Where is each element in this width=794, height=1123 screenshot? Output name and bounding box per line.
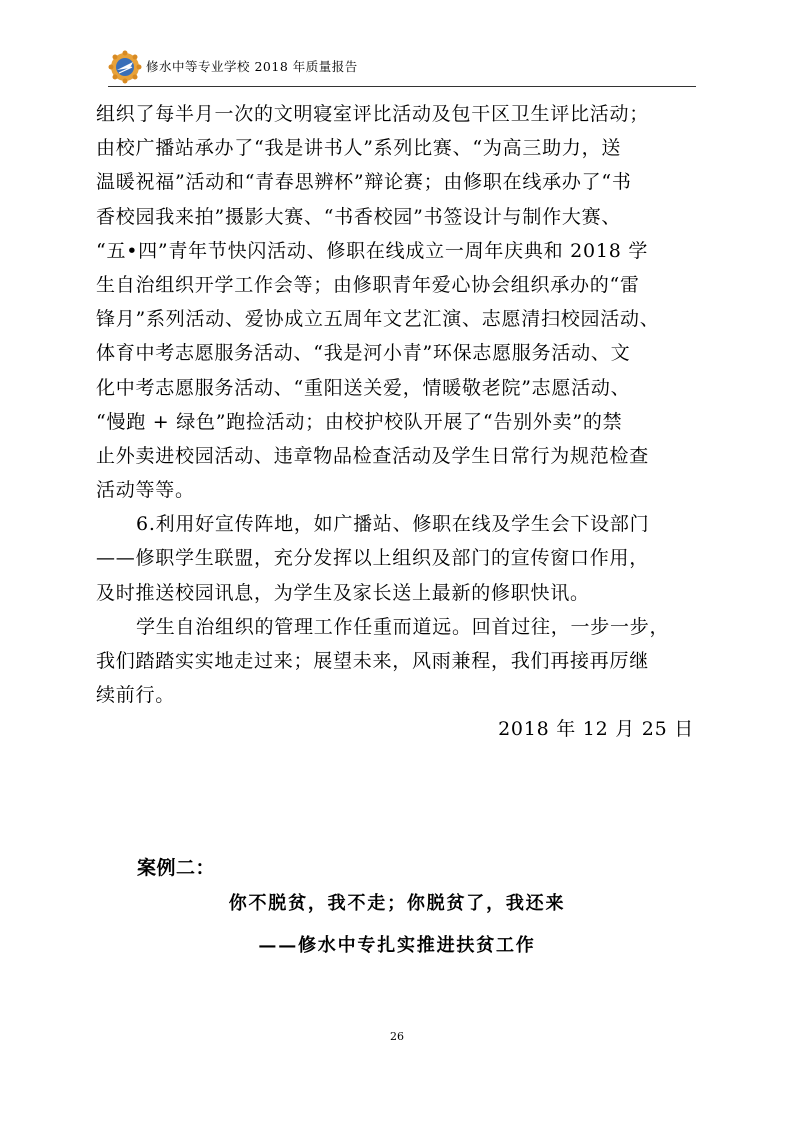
body-line: “慢跑 + 绿色”跑捡活动；由校护校队开展了“告别外卖”的禁 xyxy=(96,410,623,433)
item6-line: 6.利用好宣传阵地，如广播站、修职在线及学生会下设部门 xyxy=(136,513,650,536)
case-subtitle-secondary: ——修水中专扎实推进扶贫工作 xyxy=(258,935,536,956)
header-divider xyxy=(108,86,696,87)
body-line: 体育中考志愿服务活动、“我是河小青”环保志愿服务活动、文 xyxy=(96,342,631,365)
body-line: 锋月”系列活动、爱协成立五周年文艺汇演、志愿清扫校园活动、 xyxy=(96,308,660,331)
school-logo-icon xyxy=(108,50,142,84)
header-title: 修水中等专业学校 2018 年质量报告 xyxy=(146,59,358,74)
body-line: 化中考志愿服务活动、“重阳送关爱，情暖敬老院”志愿活动、 xyxy=(96,376,631,399)
body-line: 生自治组织开学工作会等；由修职青年爱心协会组织承办的“雷 xyxy=(96,273,640,296)
body-line: 温暖祝福”活动和“青春思辨杯”辩论赛；由修职在线承办了“书 xyxy=(96,171,632,194)
report-date: 2018 年 12 月 25 日 xyxy=(498,718,694,741)
body-line: 香校园我来拍”摄影大赛、“书香校园”书签设计与制作大赛、 xyxy=(96,205,622,228)
body-line: 活动等等。 xyxy=(96,479,195,502)
body-line: 止外卖进校园活动、违章物品检查活动及学生日常行为规范检查 xyxy=(96,444,650,467)
document-body xyxy=(96,97,702,747)
body-line: 组织了每半月一次的文明寝室评比活动及包干区卫生评比活动； xyxy=(96,103,650,125)
closing-line: 续前行。 xyxy=(96,684,176,707)
page-number: 26 xyxy=(390,1030,404,1043)
closing-line: 学生自治组织的管理工作任重而道远。回首过往，一步一步， xyxy=(136,615,670,638)
item6-line: ——修职学生联盟，充分发挥以上组织及部门的宣传窗口作用， xyxy=(96,547,650,570)
page-header xyxy=(108,48,708,88)
closing-line: 我们踏踏实实地走过来；展望未来，风雨兼程，我们再接再厉继 xyxy=(96,650,650,672)
case-subtitle: 你不脱贫，我不走；你脱贫了，我还来 xyxy=(228,893,566,914)
body-line: “五•四”青年节快闪活动、修职在线成立一周年庆典和 2018 学 xyxy=(96,239,649,262)
body-line: 由校广播站承办了“我是讲书人”系列比赛、“为高三助力，送 xyxy=(96,137,622,160)
case-title: 案例二： xyxy=(137,857,216,879)
item6-line: 及时推送校园讯息，为学生及家长送上最新的修职快讯。 xyxy=(96,581,590,604)
